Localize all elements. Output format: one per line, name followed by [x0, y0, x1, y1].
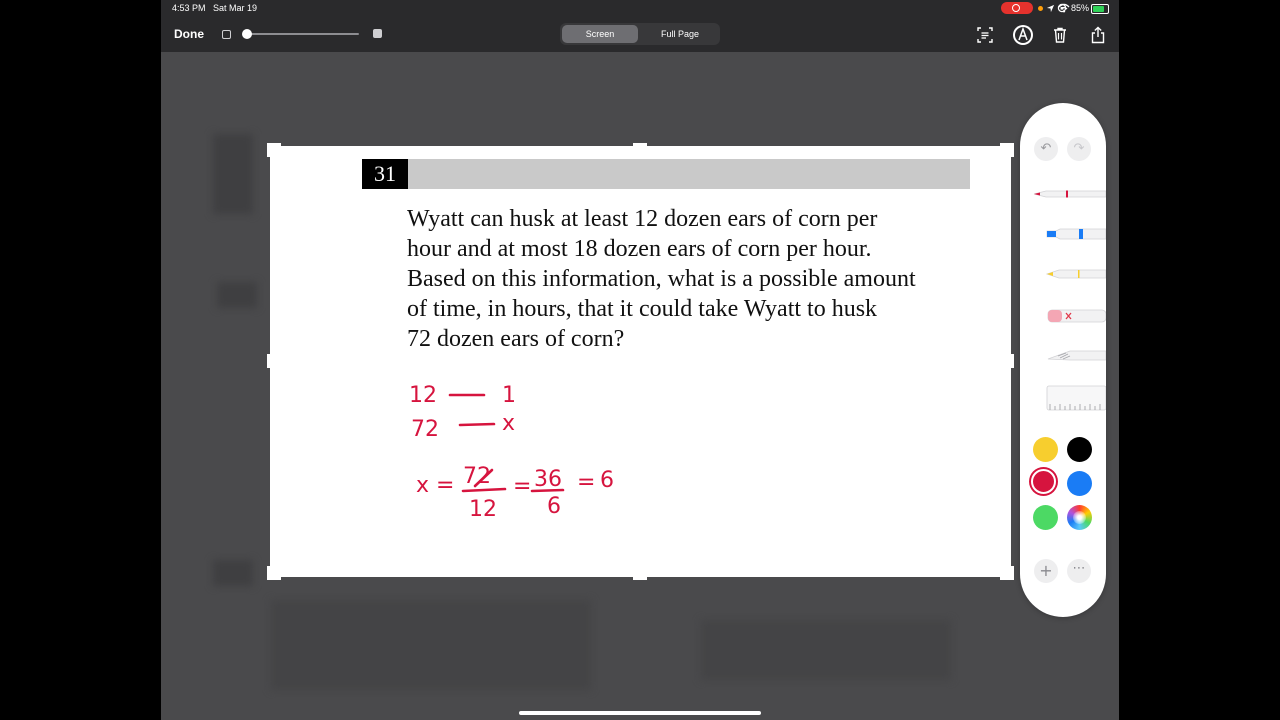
opacity-min-icon — [222, 30, 231, 39]
background-page-blur — [217, 282, 257, 308]
more-options-icon[interactable]: ⋯ — [1067, 559, 1091, 583]
color-swatch-green[interactable] — [1033, 505, 1058, 530]
color-picker-icon[interactable] — [1067, 505, 1092, 530]
status-time: 4:53 PM — [172, 3, 206, 13]
home-indicator[interactable] — [519, 711, 761, 715]
status-date: Sat Mar 19 — [213, 3, 258, 13]
screenshot-markup-toolbar — [161, 18, 1119, 52]
handwritten-work — [270, 146, 1011, 577]
tab-screen[interactable]: Screen — [562, 25, 638, 43]
hw-x: x — [502, 411, 516, 436]
wifi-icon — [1058, 3, 1070, 13]
capture-mode-segmented-control — [560, 23, 720, 45]
opacity-slider[interactable] — [247, 33, 359, 35]
crop-handle-bottom-left[interactable] — [267, 566, 271, 580]
lasso-tool[interactable] — [1046, 346, 1106, 364]
opacity-slider-thumb[interactable] — [242, 29, 252, 39]
fraction-bar-1 — [463, 489, 505, 491]
color-swatch-red-selected[interactable] — [1031, 469, 1056, 494]
hw-72: 72 — [411, 417, 439, 442]
tool-palette — [1020, 103, 1106, 617]
background-page-blur — [213, 134, 253, 214]
opacity-max-icon — [373, 29, 382, 38]
hw-equals-2: = — [577, 470, 596, 495]
pen-tool[interactable] — [1032, 185, 1106, 203]
battery-percent: 85% — [1071, 3, 1090, 13]
ratio-dash-2 — [460, 424, 494, 425]
crop-handle-left[interactable] — [267, 354, 271, 368]
hw-frac2-num: 36 — [534, 467, 562, 492]
hw-frac1-num: 72 — [463, 464, 491, 489]
ruler-tool[interactable] — [1046, 385, 1106, 411]
hw-frac1-den: 12 — [469, 497, 497, 522]
color-swatch-black[interactable] — [1067, 437, 1092, 462]
hw-result: 6 — [600, 468, 614, 493]
question-line: of time, in hours, that it could take Wyatt to husk — [407, 296, 878, 322]
crop-handle-top[interactable] — [633, 143, 647, 147]
hw-frac2-den: 6 — [547, 494, 561, 519]
crop-handle-top-left[interactable] — [267, 143, 271, 157]
color-swatch-yellow[interactable] — [1033, 437, 1058, 462]
crop-handle-bottom-right[interactable] — [1010, 566, 1014, 580]
handwriting-text — [409, 383, 614, 522]
location-icon — [1046, 4, 1055, 13]
crop-text-icon[interactable] — [976, 26, 994, 44]
hw-12: 12 — [409, 383, 437, 408]
hw-equals-1: = — [513, 474, 532, 499]
status-bar — [161, 0, 1119, 18]
question-line: Wyatt can husk at least 12 dozen ears of corn per — [407, 206, 878, 232]
done-button[interactable]: Done — [174, 27, 204, 41]
undo-icon[interactable]: ↶ — [1034, 137, 1058, 161]
mic-dot-icon — [1038, 6, 1043, 11]
redo-icon[interactable]: ↷ — [1067, 137, 1091, 161]
question-line: 72 dozen ears of corn? — [407, 326, 625, 352]
hw-x-equals: x = — [416, 473, 455, 498]
trash-icon[interactable] — [1051, 26, 1069, 44]
background-page-blur — [701, 620, 951, 680]
battery-icon — [1091, 4, 1109, 14]
add-icon[interactable]: + — [1034, 559, 1058, 583]
background-page-blur — [271, 600, 591, 690]
tab-full-page[interactable]: Full Page — [660, 29, 700, 39]
share-icon[interactable] — [1089, 26, 1107, 44]
screenshot-crop-area[interactable] — [270, 146, 1011, 577]
eraser-tool[interactable] — [1046, 306, 1106, 326]
markup-icon[interactable] — [1012, 24, 1034, 46]
crop-handle-top-right[interactable] — [1010, 143, 1014, 157]
ipad-screen — [161, 0, 1119, 720]
question-number: 31 — [362, 159, 408, 189]
hw-1: 1 — [502, 383, 516, 408]
background-page-blur — [213, 560, 253, 586]
marker-tool[interactable] — [1046, 225, 1106, 243]
question-line: hour and at most 18 dozen ears of corn per hour. — [407, 236, 872, 262]
pencil-tool[interactable] — [1046, 265, 1106, 283]
color-swatch-blue[interactable] — [1067, 471, 1092, 496]
screen-recording-indicator[interactable] — [1001, 2, 1033, 14]
crop-handle-right[interactable] — [1010, 354, 1014, 368]
question-line: Based on this information, what is a possible amount — [407, 266, 916, 292]
crop-handle-bottom[interactable] — [633, 576, 647, 580]
